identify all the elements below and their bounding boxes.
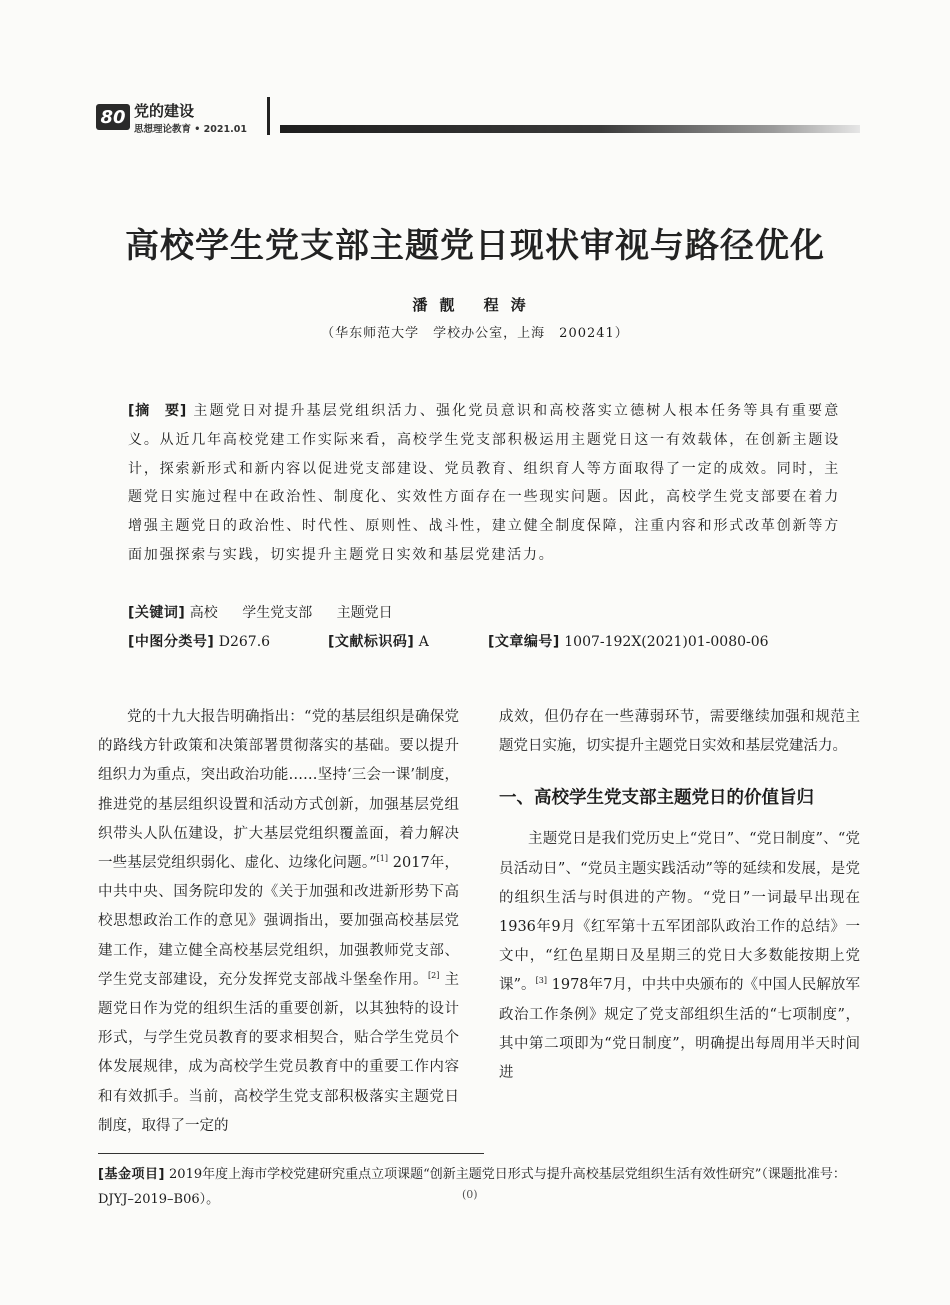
paragraph-text: 1978年7月，中共中央颁布的《中国人民解放军政治工作条例》规定了党支部组织生活的“七项制度”，其中第二项即为“党日制度”，明确提出每周用半天时间进: [499, 977, 860, 1082]
body-paragraph: [98, 703, 459, 1141]
footnote-rule: [98, 1153, 484, 1154]
abstract-label: [摘 要]: [128, 403, 187, 419]
clc-value: D267.6: [218, 634, 271, 650]
body-right-column: [499, 703, 860, 1088]
citation-ref: [3]: [535, 976, 547, 986]
keyword: 主题党日: [336, 605, 393, 621]
keyword: 学生党支部: [242, 605, 313, 621]
document-code: [328, 631, 429, 651]
citation-ref: [2]: [428, 971, 440, 980]
page-number: 80: [96, 104, 130, 130]
journal-issue: 思想理论教育 • 2021.01: [134, 124, 247, 135]
clc-label: [中图分类号]: [128, 634, 215, 650]
article-title: 高校学生党支部主题党日现状审视与路径优化: [125, 226, 825, 266]
paragraph-text: 主题党日作为党的组织生活的重要创新，以其独特的设计形式，与学生党员教育的要求相契合，贴合学生党员个体发展规律，成为高校学生党员教育中的重要工作内容和有效抓手。当前，高校学生党支部积极落实主题党日制度，取得了一定的: [98, 971, 460, 1134]
column-name: 党的建设: [134, 102, 195, 120]
clc-number: [128, 631, 270, 651]
keyword: 高校: [189, 605, 218, 621]
abstract: [128, 397, 840, 570]
paragraph-text: 主题党日是我们党历史上“党日”、“党日制度”、“党员活动日”、“党员主题实践活动”等的延续和发展，是党的组织生活与时俱进的产物。“党日”一词最早出现在1936年9月《红军第十五军团部队政治工作的总结》一文中，“红色星期日及星期三的党日大多数能按期上党课”。: [499, 831, 860, 994]
body-paragraph: [499, 703, 860, 761]
author-affiliation: （华东师范大学 学校办公室，上海 200241）: [321, 326, 629, 341]
footnote-label: [基金项目]: [98, 1167, 165, 1182]
keywords: [128, 602, 413, 622]
article-authors: 潘靓 程涛: [412, 296, 538, 314]
citation-ref: [1]: [376, 854, 389, 864]
doc-code-value: A: [418, 634, 429, 650]
page-footer-number: (0): [462, 1188, 478, 1201]
article-number: [488, 631, 769, 651]
footnote-text: 2019年度上海市学校党建研究重点立项课题“创新主题党日形式与提升高校基层党组织生活有效性研究”（课题批准号：DJYJ–2019–B06）。: [98, 1167, 846, 1207]
header-rule: [280, 125, 860, 133]
body-paragraph: [499, 825, 860, 1088]
paragraph-text: 党的十九大报告明确指出：“党的基层组织是确保党的路线方针政策和决策部署贯彻落实的基础。要以提升组织力为重点，突出政治功能……坚持‘三会一课’制度，推进党的基层组织设置和活动方式创新，加强基层党组织带头人队伍建设，扩大基层党组织覆盖面，着力解决一些基层党组织弱化、虚化、边缘化问题。”: [98, 709, 459, 872]
paragraph-text: 成效，但仍存在一些薄弱环节，需要继续加强和规范主题党日实施，切实提升主题党日实效和基层党建活力。: [499, 709, 860, 755]
abstract-text: 主题党日对提升基层党组织活力、强化党员意识和高校落实立德树人根本任务等具有重要意义。从近几年高校党建工作实际来看，高校学生党支部积极运用主题党日这一有效载体，在创新主题设计，探索新形式和新内容以促进党支部建设、党员教育、组织育人等方面取得了一定的成效。同时，主题党日实施过程中在政治性、制度化、实效性方面存在一些现实问题。因此，高校学生党支部要在着力增强主题党日的政治性、时代性、原则性、战斗性，建立健全制度保障，注重内容和形式改革创新等方面加强探索与实践，切实提升主题党日实效和基层党建活力。: [128, 403, 840, 563]
section-heading: 一、高校学生党支部主题党日的价值旨归: [499, 788, 814, 809]
header-vertical-rule: [267, 97, 270, 135]
paragraph-text: 2017年，中共中央、国务院印发的《关于加强和改进新形势下高校思想政治工作的意见》强调指出，要加强高校基层党建工作，建立健全高校基层党组织，加强教师党支部、学生党支部建设，充分发挥党支部战斗堡垒作用。: [98, 855, 459, 988]
footnote: [98, 1162, 858, 1212]
article-no-value: 1007-192X(2021)01-0080-06: [564, 634, 769, 650]
doc-code-label: [文献标识码]: [328, 634, 415, 650]
keywords-label: [关键词]: [128, 605, 186, 621]
body-left-column: [98, 703, 459, 1141]
article-no-label: [文章编号]: [488, 634, 560, 650]
